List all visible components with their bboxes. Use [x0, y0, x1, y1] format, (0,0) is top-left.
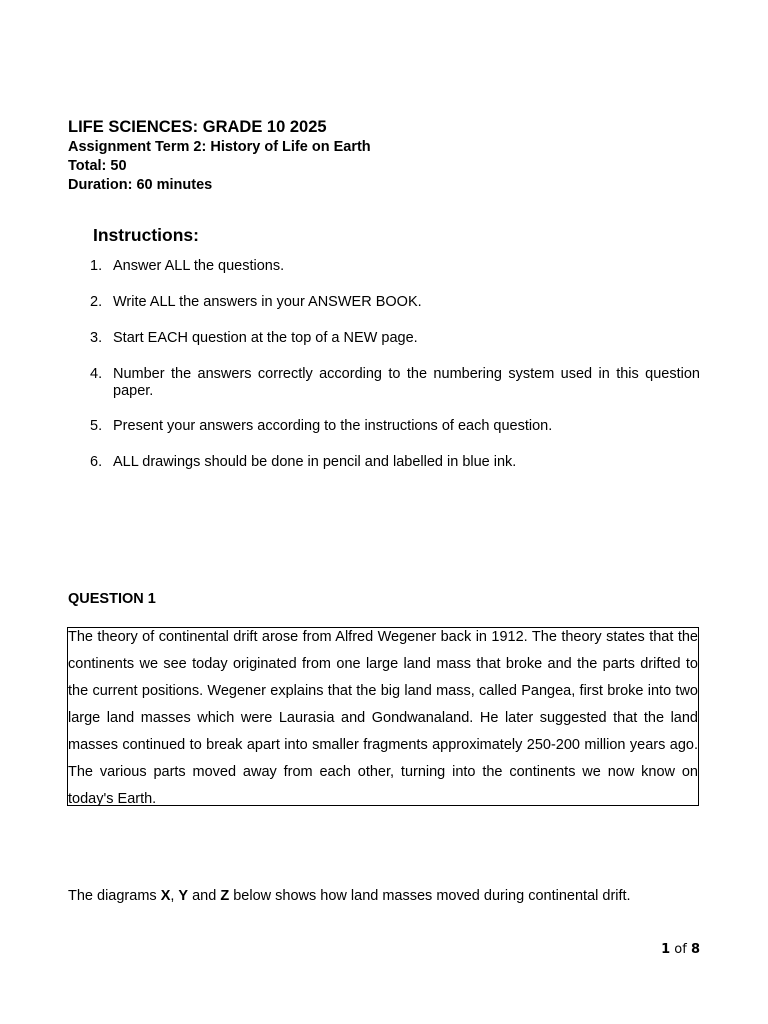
- question-heading: QUESTION 1: [68, 591, 156, 607]
- page-of: of: [670, 942, 691, 957]
- instruction-number: 3.: [90, 330, 103, 346]
- passage-box: [67, 627, 699, 806]
- instructions-list: [90, 258, 700, 490]
- passage-text: The theory of continental drift arose from Alfred Wegener back in 1912. The theory states that the continents we see today originated from one large land mass that broke and the parts drifted to the current positions. Wegener explains that the big land mass, called Pangea, first broke into two large land masses which were Laurasia and Gondwanaland. He later suggested that the land masses continued to break apart into smaller fragments approximately 250-200 million years ago. The various parts moved away from each other, turning into the continents we now know on today's Earth.: [68, 629, 698, 807]
- instruction-number: 2.: [90, 294, 103, 310]
- instruction-item: [90, 330, 700, 347]
- instruction-number: 5.: [90, 418, 103, 434]
- assignment-line: Assignment Term 2: History of Life on Earth: [68, 139, 371, 155]
- diagram-intro-sep2: and: [188, 888, 221, 904]
- instruction-text: Number the answers correctly according to the numbering system used in this question paper.: [113, 366, 700, 399]
- instruction-number: 1.: [90, 258, 103, 274]
- page-number: [661, 942, 700, 957]
- instructions-heading: Instructions:: [93, 225, 199, 245]
- diagram-intro-sep1: ,: [170, 888, 179, 904]
- instruction-number: 4.: [90, 366, 103, 382]
- page-current: 1: [661, 942, 671, 957]
- instruction-text: Answer ALL the questions.: [113, 258, 285, 274]
- diagram-intro-suffix: below shows how land masses moved during continental drift.: [229, 888, 631, 904]
- document-header: [68, 116, 708, 195]
- page-total: 8: [690, 942, 700, 957]
- diagram-label-y: Y: [178, 888, 189, 904]
- instruction-text: Write ALL the answers in your ANSWER BOOK.: [113, 294, 422, 310]
- diagram-intro: [68, 888, 631, 904]
- diagram-label-x: X: [160, 888, 171, 904]
- instruction-number: 6.: [90, 454, 103, 470]
- instruction-text: Present your answers according to the instructions of each question.: [113, 418, 553, 434]
- instruction-item: [90, 418, 700, 435]
- document-title: LIFE SCIENCES: GRADE 10 2025: [68, 118, 327, 136]
- diagram-label-z: Z: [220, 888, 230, 904]
- duration: Duration: 60 minutes: [68, 177, 213, 193]
- instruction-item: [90, 258, 700, 275]
- diagram-intro-prefix: The diagrams: [68, 888, 161, 904]
- total-marks: Total: 50: [68, 158, 127, 174]
- instruction-item: [90, 366, 700, 400]
- instruction-text: Start EACH question at the top of a NEW page.: [113, 330, 418, 346]
- instruction-text: ALL drawings should be done in pencil and labelled in blue ink.: [113, 454, 517, 470]
- instruction-item: [90, 454, 700, 471]
- instruction-item: [90, 294, 700, 311]
